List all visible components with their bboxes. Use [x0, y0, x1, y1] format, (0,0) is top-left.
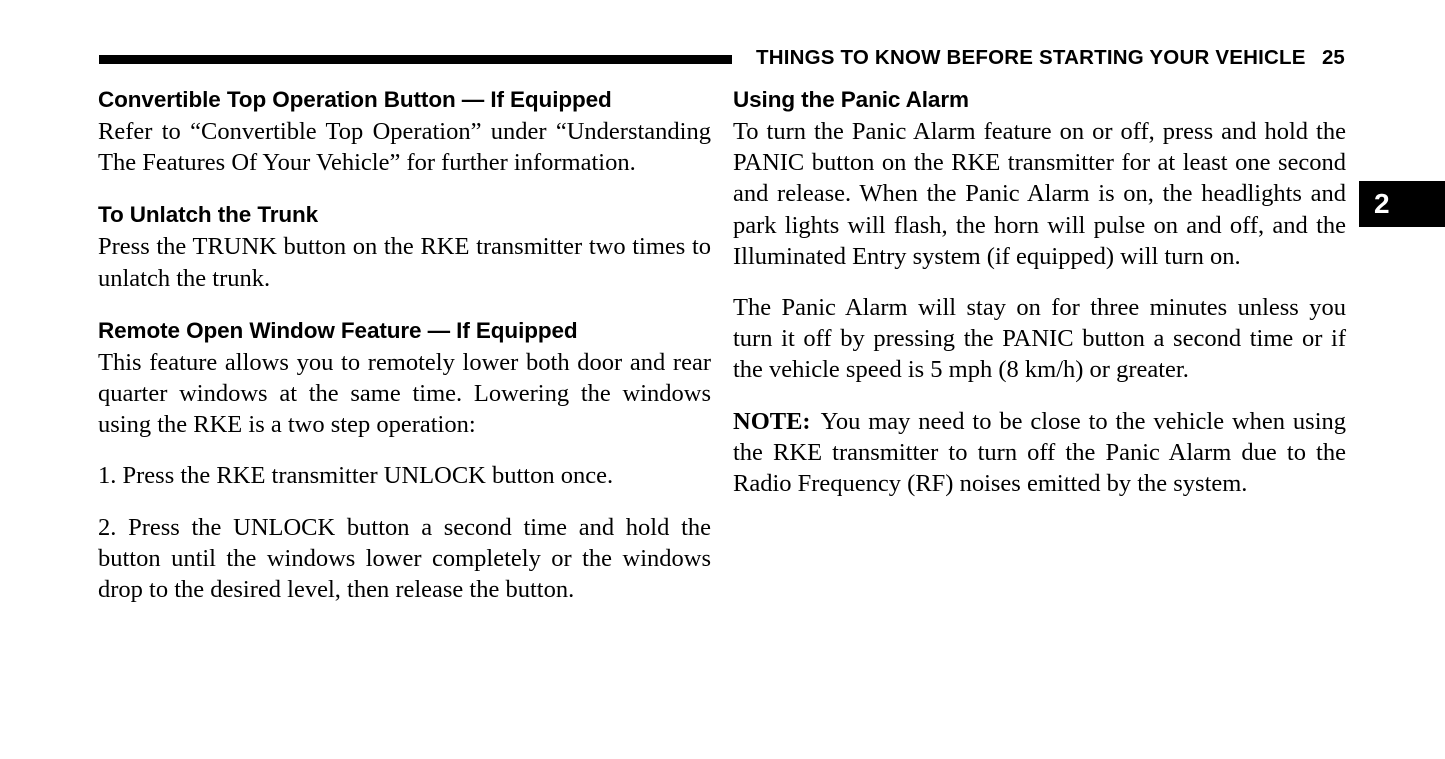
header-rule [99, 55, 732, 64]
header-title: THINGS TO KNOW BEFORE STARTING YOUR VEHICLE [756, 46, 1306, 69]
section-heading-remote-open-window: Remote Open Window Feature — If Equipped [98, 317, 578, 343]
paragraph-panic-alarm-2: The Panic Alarm will stay on for three minutes unless you turn it off by pressing the PANIC button a second time or if the vehicle speed is 5 mph (8 km/h) or greater. [733, 294, 1346, 384]
chapter-tab [1359, 181, 1445, 227]
paragraph-unlatch-trunk: Press the TRUNK button on the RKE transmitter two times to unlatch the trunk. [98, 233, 711, 292]
right-column [733, 86, 1346, 499]
left-column [98, 86, 711, 605]
list-item-step-1: 1. Press the RKE transmitter UNLOCK button once. [98, 462, 614, 490]
paragraph-convertible-top: Refer to “Convertible Top Operation” under “Understanding The Features Of Your Vehicle” for further information. [98, 118, 711, 177]
chapter-tab-number: 2 [1374, 188, 1390, 219]
section-heading-unlatch-trunk: To Unlatch the Trunk [98, 202, 319, 228]
page-header [0, 46, 1445, 78]
list-item-step-2: 2. Press the UNLOCK button a second time and hold the button until the windows lower completely or the windows drop to the desired level, then release the button. [98, 513, 711, 604]
section-heading-panic-alarm: Using the Panic Alarm [733, 87, 969, 112]
note-label: NOTE: [733, 407, 811, 435]
paragraph-panic-alarm-1: To turn the Panic Alarm feature on or off, press and hold the PANIC button on the RKE transmitter for at least one second and release. When the Panic Alarm is on, the headlights and park lights will flash, the horn will pulse on and off, and the Illuminated Entry system (if equipped) will turn on. [733, 118, 1346, 270]
paragraph-remote-open-window: This feature allows you to remotely lower both door and rear quarter windows at the same time. Lowering the windows using the RKE is a two step operation: [98, 348, 711, 439]
header-page-number: 25 [1322, 46, 1345, 69]
paragraph-panic-alarm-note [733, 406, 1346, 500]
section-heading-convertible-top: Convertible Top Operation Button — If Equipped [98, 87, 612, 112]
note-text: You may need to be close to the vehicle when using the RKE transmitter to turn off the Panic Alarm due to the Radio Frequency (RF) noises emitted by the system. [733, 407, 1346, 498]
